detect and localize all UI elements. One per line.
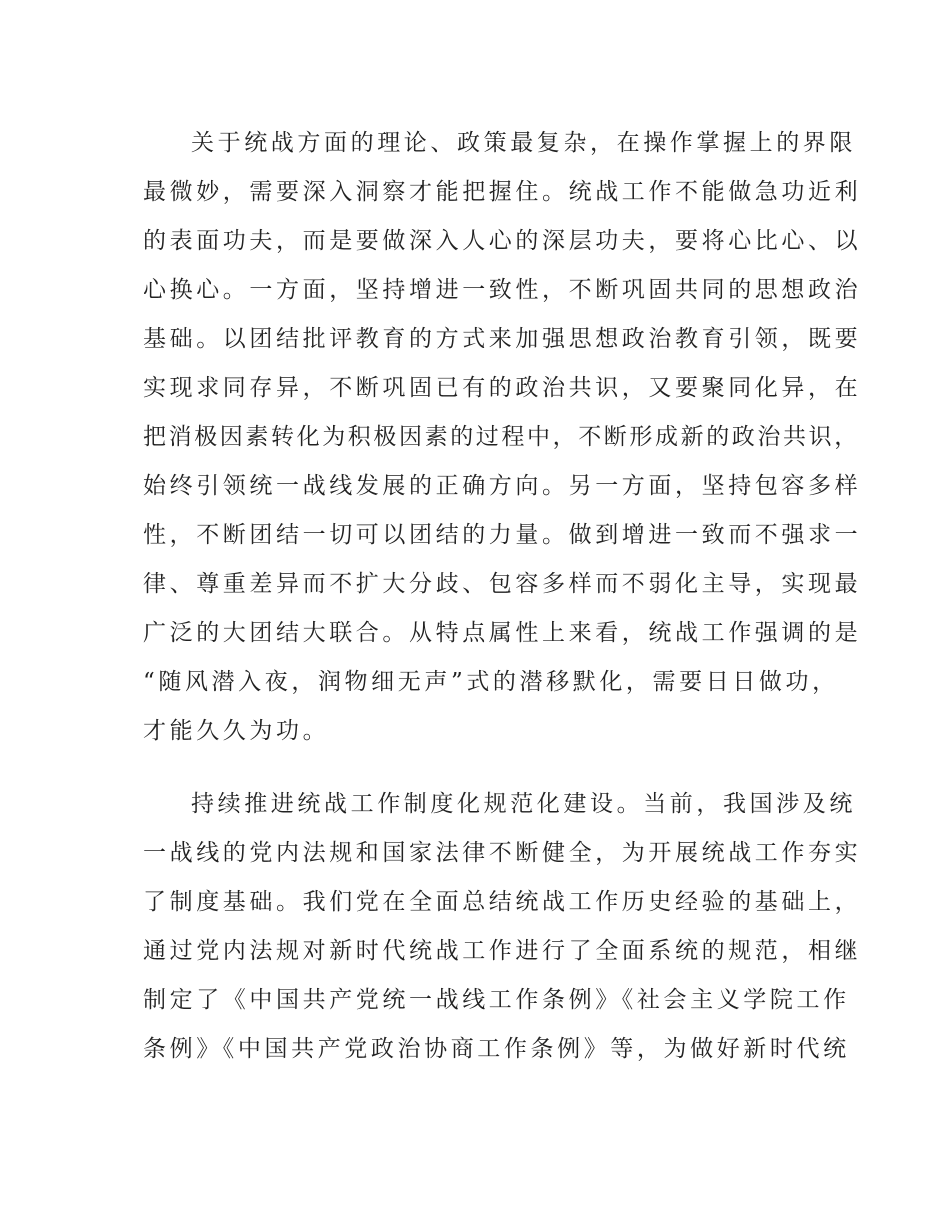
- paragraph-2-line-6: 条例》《中国共产党政治协商工作条例》等，为做好新时代统: [143, 1036, 850, 1062]
- paragraph-1-line-12: “随风潜入夜，润物细无声”式的潜移默化，需要日日做功，: [143, 669, 839, 695]
- paragraph-1-line-11: 广泛的大团结大联合。从特点属性上来看，统战工作强调的是: [143, 620, 862, 646]
- paragraph-1-line-6: 实现求同存异，不断巩固已有的政治共识，又要聚同化异，在: [143, 375, 862, 401]
- paragraph-1-line-2: 最微妙，需要深入洞察才能把握住。统战工作不能做急功近利: [143, 179, 862, 205]
- paragraph-1-line-4: 心换心。一方面，坚持增进一致性，不断巩固共同的思想政治: [143, 277, 862, 303]
- paragraph-2-line-3: 了制度基础。我们党在全面总结统战工作历史经验的基础上，: [143, 889, 862, 915]
- paragraph-1-line-1: 关于统战方面的理论、政策最复杂，在操作掌握上的界限: [191, 130, 856, 156]
- paragraph-1-line-7: 把消极因素转化为积极因素的过程中，不断形成新的政治共识，: [143, 424, 860, 450]
- paragraph-1-line-8: 始终引领统一战线发展的正确方向。另一方面，坚持包容多样: [143, 473, 862, 499]
- paragraph-2-line-2: 一战线的党内法规和国家法律不断健全，为开展统战工作夯实: [143, 840, 862, 866]
- paragraph-1-line-3: 的表面功夫，而是要做深入人心的深层功夫，要将心比心、以: [143, 228, 862, 254]
- paragraph-1-line-5: 基础。以团结批评教育的方式来加强思想政治教育引领，既要: [143, 326, 862, 352]
- paragraph-1-line-10: 律、尊重差异而不扩大分歧、包容多样而不弱化主导，实现最: [143, 571, 862, 597]
- paragraph-2-line-4: 通过党内法规对新时代统战工作进行了全面系统的规范，相继: [143, 938, 862, 964]
- paragraph-2-line-5: 制定了《中国共产党统一战线工作条例》《社会主义学院工作: [143, 987, 850, 1013]
- paragraph-2-line-1: 持续推进统战工作制度化规范化建设。当前，我国涉及统: [191, 791, 856, 817]
- paragraph-1-line-13: 才能久久为功。: [143, 718, 330, 744]
- paragraph-1-line-9: 性，不断团结一切可以团结的力量。做到增进一致而不强求一: [143, 522, 862, 548]
